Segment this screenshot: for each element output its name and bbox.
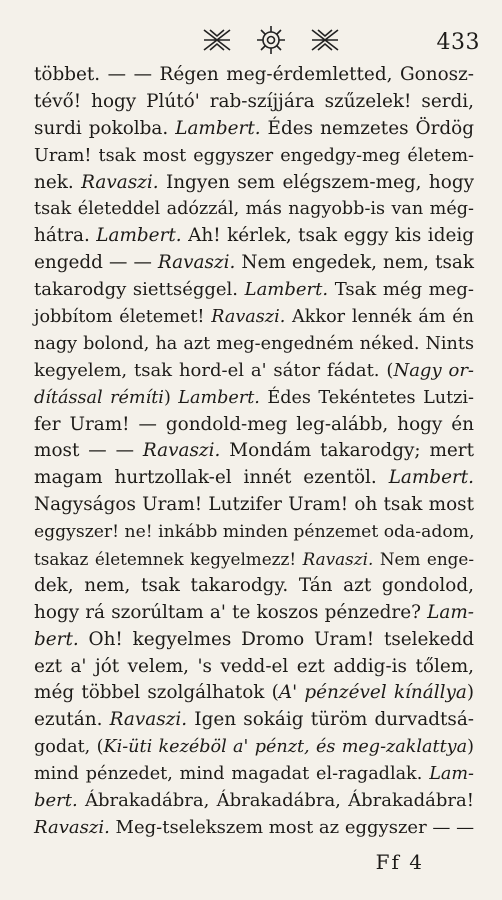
text-run: Uram! tsak most eggyszer engedgy-meg életem- — [34, 145, 474, 166]
italic-text: Lam- — [427, 601, 474, 623]
text-run: engedd — — — [34, 252, 158, 274]
text-run: surdi pokolba. — [34, 117, 176, 139]
text-line — [34, 116, 474, 143]
text-line — [34, 761, 474, 788]
text-run: Ah! kérlek, tsak eggy kis ideig — [181, 225, 475, 247]
text-line — [34, 546, 474, 573]
italic-text: Lambert. — [244, 279, 329, 301]
text-line — [34, 680, 474, 707]
text-run: Meg-tselekszem most az eggyszer — — — [109, 816, 475, 838]
text-line — [34, 277, 474, 304]
text-line — [34, 788, 474, 815]
text-line — [34, 438, 474, 465]
italic-text: bert. — [34, 628, 79, 650]
text-run: többet. — — Régen meg-érdemletted, Gonosz- — [34, 64, 474, 85]
italic-text: Ki-üti kezéböl a' pénzt, és meg-zaklattya — [103, 737, 468, 758]
text-run: kegyelem, tsak hord-el a' sátor fádat. ( — [34, 359, 394, 381]
body-text — [34, 62, 474, 842]
text-line — [34, 62, 474, 89]
text-run: Igen sokáig türöm durvadtsá- — [187, 709, 474, 731]
italic-text: Ravaszi. — [211, 307, 286, 328]
italic-text: bert. — [34, 790, 78, 812]
text-line — [34, 89, 474, 116]
text-run: jobbítom életemet! — [34, 307, 212, 328]
text-run: Nagyságos Uram! Lutzifer Uram! oh tsak most — [34, 494, 474, 516]
text-run: tsakaz életemnek kegyelmezz! — [34, 549, 303, 570]
text-line — [34, 304, 474, 331]
text-run: ) — [466, 682, 474, 704]
text-run: ) — [467, 737, 474, 758]
text-line — [34, 223, 474, 250]
text-run: Tsak még meg- — [328, 279, 474, 301]
text-line — [34, 627, 474, 654]
printer-signature-mark: Ff 4 — [375, 850, 424, 874]
text-run: tévő! hogy Plútó' rab-szíjjára szűzelek! serdi, — [34, 90, 474, 112]
text-line — [34, 519, 474, 546]
text-line — [34, 465, 474, 492]
text-line — [34, 358, 474, 385]
text-run: nagy bolond, ha azt meg-engedném néked. Nints — [34, 333, 474, 354]
text-line — [34, 331, 474, 358]
italic-text: Nagy or- — [393, 359, 475, 381]
text-run: Édes Tekéntetes Lutzi- — [259, 387, 474, 408]
text-run: magam hurtzollak-el innét ezentöl. — [34, 467, 389, 489]
italic-text: Ravaszi. — [302, 549, 374, 570]
text-line — [34, 573, 474, 600]
italic-text: A' pénzével kínállya — [278, 682, 467, 704]
text-line — [34, 734, 474, 761]
text-line — [34, 600, 474, 627]
italic-text: Lambert. — [388, 467, 474, 489]
text-line — [34, 250, 474, 277]
italic-text: Ravaszi. — [34, 816, 110, 838]
text-line — [34, 385, 474, 412]
text-run: még többel szolgálhatok ( — [34, 682, 279, 704]
text-run: Ábrakadábra, Ábrakadábra, Ábrakadábra! — [77, 790, 474, 812]
text-run: Akkor lennék ám én — [285, 307, 474, 328]
text-run: Nem enge- — [373, 549, 474, 570]
text-run: Oh! kegyelmes Dromo Uram! tselekedd — [78, 628, 474, 650]
text-line — [34, 170, 474, 197]
text-run: ezután. — [34, 709, 110, 731]
italic-text: Lambert. — [178, 387, 260, 408]
text-line — [34, 707, 474, 734]
text-line — [34, 196, 474, 223]
text-run: eggyszer! ne! inkább minden pénzemet oda-adom, — [34, 522, 475, 543]
text-run: tsak életeddel adózzál, más nagyobb-is van még- — [34, 199, 474, 220]
italic-text: Lambert. — [96, 225, 182, 247]
text-run: Nem engedek, nem, tsak — [235, 252, 475, 274]
italic-text: Ravaszi. — [109, 709, 188, 731]
text-run: ezt a' jót velem, 's vedd-el ezt addig-is tőlem, — [34, 655, 474, 677]
italic-text: Lambert. — [175, 117, 261, 139]
text-line — [34, 492, 474, 519]
page-number: 433 — [436, 30, 480, 55]
text-run: nek. — [34, 171, 82, 193]
text-run: fer Uram! — gondold-meg leg-alább, hogy én — [34, 413, 474, 435]
page-header — [0, 22, 502, 58]
text-run: takarodgy siettséggel. — [34, 279, 245, 301]
text-line — [34, 412, 474, 439]
text-run: Ingyen sem elégszem-meg, hogy — [158, 171, 474, 193]
text-line — [34, 815, 474, 842]
decorative-ornament-icon — [196, 24, 346, 56]
text-run: Mondám takarodgy; mert — [220, 440, 474, 462]
italic-text: dítással rémíti — [34, 387, 164, 408]
text-run: godat, ( — [34, 737, 104, 758]
italic-text: Ravaszi. — [142, 440, 221, 462]
text-line — [34, 143, 474, 170]
text-line — [34, 654, 474, 681]
text-run: mind pénzedet, mind magadat el-ragadlak. — [34, 764, 430, 785]
text-run: hátra. — [34, 225, 97, 247]
italic-text: Lam- — [429, 764, 474, 785]
text-run: hogy rá szorúltam a' te koszos pénzedre? — [34, 601, 428, 623]
italic-text: Ravaszi. — [157, 252, 236, 274]
text-run: dek, nem, tsak takarodgy. Tán azt gondolod, — [34, 574, 474, 596]
text-run: Édes nemzetes Ördög — [260, 117, 474, 139]
text-run: ) — [163, 387, 179, 408]
italic-text: Ravaszi. — [81, 171, 159, 193]
text-run: most — — — [34, 440, 143, 462]
